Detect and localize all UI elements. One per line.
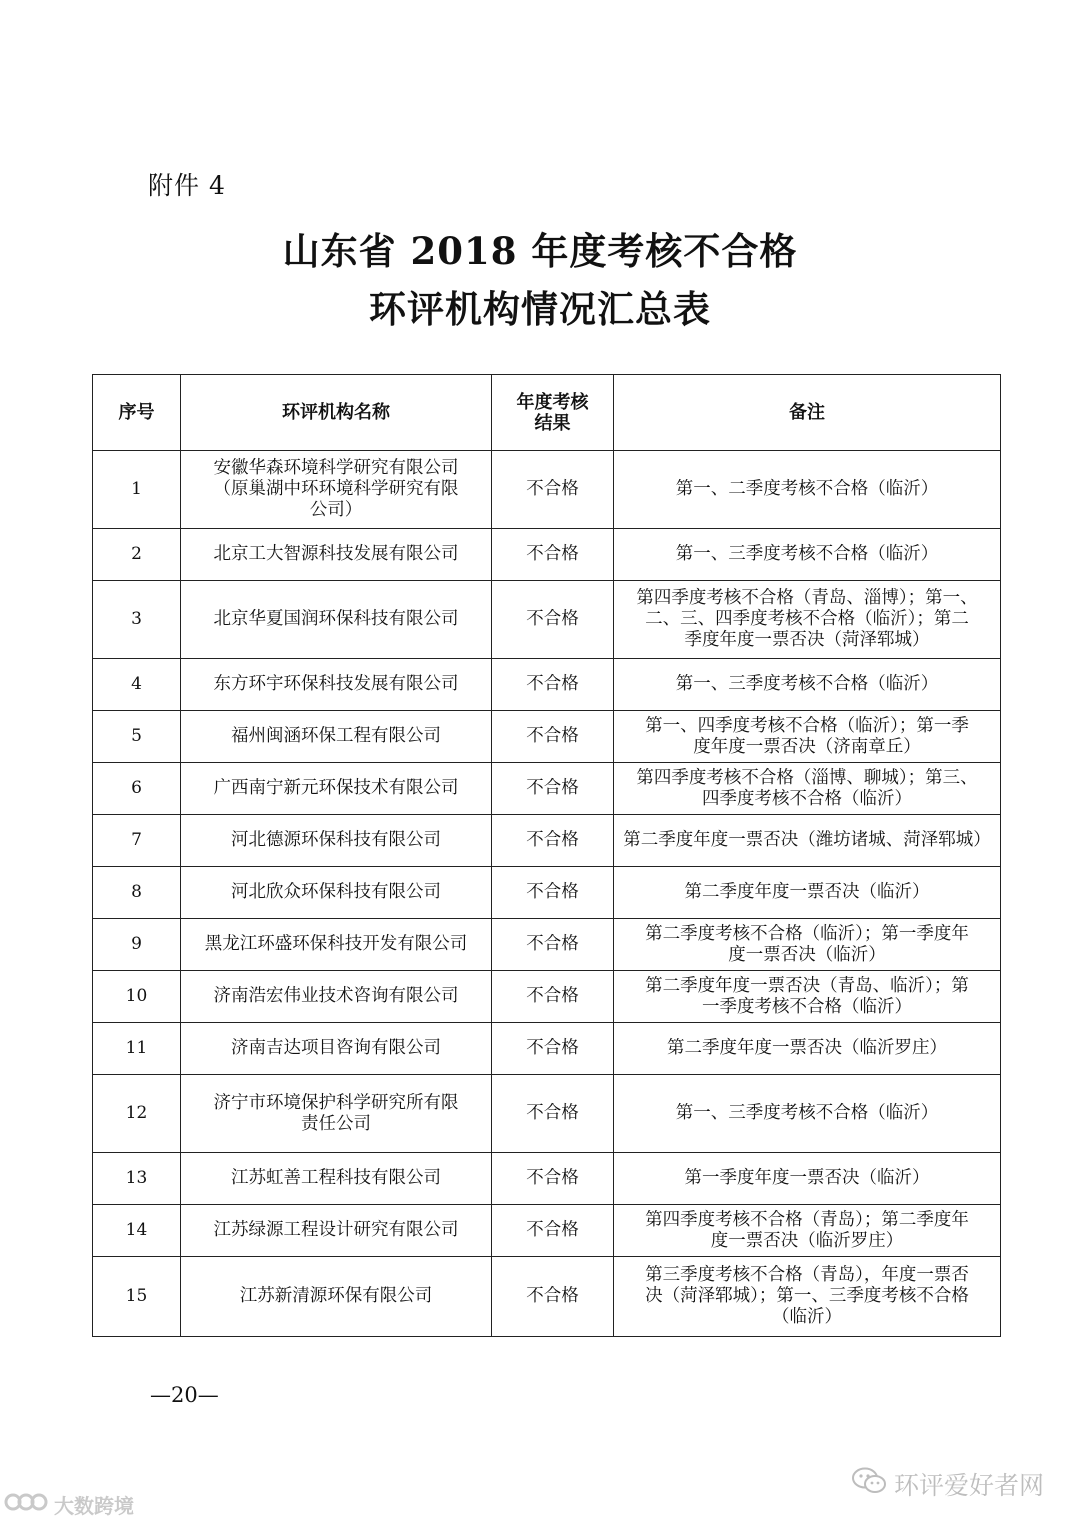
- cell-annual-result: 不合格: [492, 867, 614, 919]
- table-row: [93, 1075, 1001, 1153]
- table-row: [93, 581, 1001, 659]
- cell-annual-result: 不合格: [492, 763, 614, 815]
- remark-line: 季度年度一票否决（菏泽郓城）: [684, 630, 930, 650]
- cell-remark: [614, 971, 1001, 1023]
- table-body: [93, 451, 1001, 1337]
- remark-line: （临沂）: [772, 1307, 842, 1327]
- remark-line: 第二季度年度一票否决（临沂罗庄）: [667, 1038, 947, 1058]
- cell-org-name: [181, 711, 492, 763]
- cell-annual-result: 不合格: [492, 1023, 614, 1075]
- cell-annual-result: 不合格: [492, 1153, 614, 1205]
- cell-org-name: [181, 1075, 492, 1153]
- org-name-line: 济南吉达项目咨询有限公司: [231, 1038, 441, 1058]
- attachment-label: 附件 4: [148, 171, 226, 200]
- cell-org-name: [181, 919, 492, 971]
- cell-remark: [614, 1205, 1001, 1257]
- header-seq: 序号: [93, 375, 181, 451]
- cell-remark: [614, 659, 1001, 711]
- cell-seq: 11: [93, 1023, 181, 1075]
- remark-line: 第四季度考核不合格（青岛、淄博）；第一、: [636, 588, 978, 608]
- remark-line: 第一、三季度考核不合格（临沂）: [675, 1103, 939, 1123]
- org-name-line: 江苏虹善工程科技有限公司: [231, 1168, 441, 1188]
- cell-seq: 13: [93, 1153, 181, 1205]
- remark-line: 第一、三季度考核不合格（临沂）: [675, 674, 939, 694]
- cell-seq: 9: [93, 919, 181, 971]
- watermark-left: [4, 1490, 134, 1519]
- org-name-line: 江苏绿源工程设计研究有限公司: [213, 1220, 459, 1240]
- cell-seq: 10: [93, 971, 181, 1023]
- remark-line: 第二季度考核不合格（临沂）；第一季度年: [645, 923, 969, 944]
- cell-annual-result: 不合格: [492, 1075, 614, 1153]
- remark-line: 四季度考核不合格（临沂）: [702, 788, 912, 809]
- remark-line: 第四季度考核不合格（青岛）；第二季度年: [645, 1209, 969, 1230]
- wechat-icon: [852, 1467, 886, 1501]
- remark-line: 度年度一票否决（济南章丘）: [693, 736, 921, 757]
- cell-remark: [614, 529, 1001, 581]
- remark-line: 第二季度年度一票否决（潍坊诸城、菏泽郓城）: [623, 830, 991, 850]
- header-annual-result-line-2: 结果: [534, 412, 571, 434]
- org-name-line: 济南浩宏伟业技术咨询有限公司: [213, 986, 459, 1006]
- cell-annual-result: 不合格: [492, 529, 614, 581]
- remark-line: 第一、二季度考核不合格（临沂）: [675, 479, 939, 499]
- cell-seq: 1: [93, 451, 181, 529]
- table-row: [93, 867, 1001, 919]
- table-row: [93, 529, 1001, 581]
- table-row: [93, 971, 1001, 1023]
- remark-line: 第三季度考核不合格（青岛），年度一票否: [645, 1265, 969, 1285]
- cell-org-name: [181, 451, 492, 529]
- cell-annual-result: 不合格: [492, 1257, 614, 1337]
- org-name-line: 责任公司: [301, 1113, 371, 1134]
- table-row: [93, 1023, 1001, 1075]
- cell-seq: 8: [93, 867, 181, 919]
- cell-org-name: [181, 659, 492, 711]
- remark-line: 第一、四季度考核不合格（临沂）；第一季: [645, 715, 969, 736]
- remark-line: 第二季度年度一票否决（青岛、临沂）；第: [645, 975, 969, 996]
- table-row: [93, 711, 1001, 763]
- cell-remark: [614, 581, 1001, 659]
- table-row: [93, 815, 1001, 867]
- cell-remark: [614, 1075, 1001, 1153]
- remark-line: 二、三、四季度考核不合格（临沂）；第二: [645, 609, 969, 629]
- org-name-line: 福州闽涵环保工程有限公司: [231, 726, 441, 746]
- cell-seq: 5: [93, 711, 181, 763]
- document-title-line-1: 山东省 2018 年度考核不合格: [282, 229, 798, 273]
- cell-org-name: [181, 529, 492, 581]
- org-name-line: 黑龙江环盛环保科技开发有限公司: [204, 934, 468, 954]
- cell-seq: 7: [93, 815, 181, 867]
- table-row: [93, 919, 1001, 971]
- table-row: [93, 1205, 1001, 1257]
- header-org-name: 环评机构名称: [181, 375, 492, 451]
- org-name-line: 河北德源环保科技有限公司: [231, 830, 441, 850]
- cell-seq: 4: [93, 659, 181, 711]
- cell-org-name: [181, 1257, 492, 1337]
- watermark-logo-icon: [4, 1491, 48, 1518]
- watermark-right-text: 环评爱好者网: [893, 1471, 1044, 1500]
- cell-annual-result: 不合格: [492, 659, 614, 711]
- remark-line: 一季度考核不合格（临沂）: [702, 996, 912, 1017]
- cell-remark: [614, 815, 1001, 867]
- cell-annual-result: 不合格: [492, 581, 614, 659]
- cell-remark: [614, 763, 1001, 815]
- table-row: [93, 451, 1001, 529]
- cell-org-name: [181, 867, 492, 919]
- cell-annual-result: 不合格: [492, 711, 614, 763]
- cell-org-name: [181, 815, 492, 867]
- cell-annual-result: 不合格: [492, 971, 614, 1023]
- cell-remark: [614, 867, 1001, 919]
- org-name-line: 济宁市环境保护科学研究所有限: [213, 1092, 459, 1113]
- header-remark: 备注: [614, 375, 1001, 451]
- cell-org-name: [181, 763, 492, 815]
- cell-annual-result: 不合格: [492, 815, 614, 867]
- table-header-row: [93, 375, 1001, 451]
- summary-table: [92, 374, 1001, 1337]
- cell-org-name: [181, 971, 492, 1023]
- cell-seq: 14: [93, 1205, 181, 1257]
- org-name-line: 北京华夏国润环保科技有限公司: [213, 609, 459, 629]
- org-name-line: 广西南宁新元环保技术有限公司: [213, 778, 459, 798]
- table-row: [93, 1153, 1001, 1205]
- cell-seq: 2: [93, 529, 181, 581]
- cell-remark: [614, 1257, 1001, 1337]
- org-name-line: 安徽华森环境科学研究有限公司: [213, 458, 459, 478]
- document-title-line-2: 环评机构情况汇总表: [369, 287, 711, 331]
- table-row: [93, 1257, 1001, 1337]
- cell-org-name: [181, 1205, 492, 1257]
- cell-seq: 6: [93, 763, 181, 815]
- table-row: [93, 659, 1001, 711]
- remark-line: 第一季度年度一票否决（临沂）: [684, 1168, 930, 1188]
- remark-line: 度一票否决（临沂）: [728, 944, 886, 965]
- page-number: —20—: [150, 1383, 219, 1407]
- org-name-line: 公司）: [309, 500, 363, 520]
- org-name-line: 河北欣众环保科技有限公司: [231, 882, 441, 902]
- cell-remark: [614, 1153, 1001, 1205]
- remark-line: 第一、三季度考核不合格（临沂）: [675, 544, 939, 564]
- org-name-line: 北京工大智源科技发展有限公司: [213, 544, 459, 564]
- table-row: [93, 763, 1001, 815]
- remark-line: 决（菏泽郓城）；第一、三季度考核不合格: [645, 1286, 969, 1306]
- remark-line: 度一票否决（临沂罗庄）: [710, 1230, 904, 1251]
- cell-annual-result: 不合格: [492, 1205, 614, 1257]
- header-annual-result-line-1: 年度考核: [516, 391, 589, 413]
- cell-org-name: [181, 1023, 492, 1075]
- cell-seq: 15: [93, 1257, 181, 1337]
- watermark-right: [852, 1466, 1044, 1502]
- org-name-line: 东方环宇环保科技发展有限公司: [213, 674, 459, 694]
- watermark-left-text: 大数跨境: [54, 1494, 134, 1518]
- cell-seq: 12: [93, 1075, 181, 1153]
- remark-line: 第二季度年度一票否决（临沂）: [684, 882, 930, 902]
- cell-org-name: [181, 581, 492, 659]
- cell-annual-result: 不合格: [492, 451, 614, 529]
- header-annual-result: [492, 375, 614, 451]
- cell-remark: [614, 711, 1001, 763]
- org-name-line: （原巢湖中环环境科学研究有限: [213, 479, 459, 499]
- org-name-line: 江苏新清源环保有限公司: [239, 1286, 433, 1306]
- cell-annual-result: 不合格: [492, 919, 614, 971]
- cell-seq: 3: [93, 581, 181, 659]
- cell-remark: [614, 451, 1001, 529]
- cell-org-name: [181, 1153, 492, 1205]
- remark-line: 第四季度考核不合格（淄博、聊城）；第三、: [636, 767, 978, 788]
- cell-remark: [614, 919, 1001, 971]
- cell-remark: [614, 1023, 1001, 1075]
